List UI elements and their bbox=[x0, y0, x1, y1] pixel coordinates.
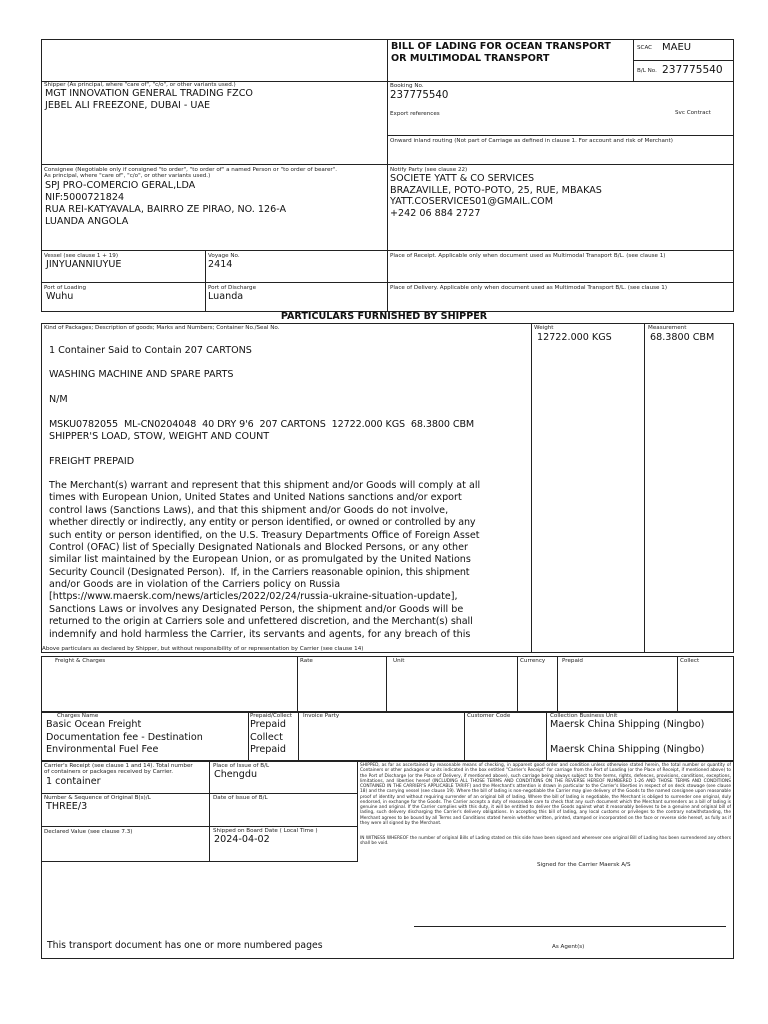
port-of-loading-value: Wuhu bbox=[46, 291, 74, 302]
export-references-label: Export references bbox=[390, 111, 440, 117]
warrant-line: control laws (Sanctions Laws), and that this shipment and/or Goods do not involve, bbox=[49, 505, 449, 516]
shipper-label: Shipper (As principal, where "care of", "c/o", or other variants used.) bbox=[44, 82, 236, 88]
unit-header: Unit bbox=[393, 658, 405, 664]
divider bbox=[633, 60, 734, 61]
divider bbox=[677, 656, 678, 712]
freight-charges-table bbox=[41, 656, 734, 712]
shipped-on-board-value: 2024-04-02 bbox=[214, 834, 270, 845]
warrant-line: indemnify and hold harmless the Carrier, its servants and agents, for any breach of this bbox=[49, 629, 471, 640]
terms-text: SHIPPED, as far as ascertained by reasonable means of checking, in apparent good order and condition unless otherwise stated herein, the total number or quantity of Containers or other packages or units indicated in the box entitled "Carrier's Receipt" for carriage from the Port of Loading (or the Place of Receipt, if mentioned above) to the Port of Discharge (or the Place of Delivery, if mentioned above), such carriage being always subject to the terms, rights, defences, provisions, conditions, exceptions, limitations, and liberties hereof (INCLUDING ALL THOSE TERMS AND CONDITIONS ON THE REVERSE HEREOF NUMBERED 1-26 AND THOSE TERMS AND CONDITIONS CONTAINED IN THE CARRIER'S APPLICABLE TARIFF) and the Merchant's attention is drawn in particular to the Carrier's liberties in respect of on deck stowage (see clause 18) and the carrying vessel (see clause 19). Where the bill of lading is non-negotiable the Carrier may give delivery of the Goods to the named consignee upon reasonable proof of identity and without requiring surrender of an original bill of lading. Where the bill of lading is negotiable, the Merchant is obliged to surrender one original, duly endorsed, in exchange for the Goods. The Carrier accepts a duty of reasonable care to check that any such document which the Merchant surrenders as a bill of lading is genuine and original. If the Carrier complies with this duty, it will be entitled to deliver the Goods against what it reasonably believes to be a genuine and original bill of lading, such delivery discharging the Carrier's delivery obligations. In accepting this bill of lading, any local customs or privileges to the contrary notwithstanding, the Merchant agrees to be bound by all Terms and Conditions stated herein whether written, printed, stamped or incorporated on the face or reverse side hereof, as fully as if they were all signed by the Merchant. bbox=[360, 763, 731, 826]
prepaid-header: Prepaid bbox=[562, 658, 583, 664]
place-of-delivery-label: Place of Delivery. Applicable only when document used as Multimodal Transport B/L. (see clause 1) bbox=[390, 285, 668, 291]
booking-label: Booking No. bbox=[390, 83, 424, 89]
booking-value: 237775540 bbox=[390, 90, 449, 101]
notify-line: SOCIETE YATT & CO SERVICES bbox=[390, 173, 535, 184]
document-title-line1: BILL OF LADING FOR OCEAN TRANSPORT bbox=[391, 41, 611, 52]
divider bbox=[41, 826, 357, 827]
scac-label: SCAC bbox=[637, 45, 653, 51]
charge-name: Environmental Fuel Fee bbox=[46, 744, 159, 755]
currency-header: Currency bbox=[520, 658, 546, 664]
divider bbox=[517, 656, 518, 712]
onward-routing-label: Onward inland routing (Not part of Carriage as defined in clause 1. For account and risk of Merchant) bbox=[390, 138, 673, 144]
charge-name: Documentation fee - Destination bbox=[46, 732, 203, 743]
notify-line: YATT.COSERVICES01@GMAIL.COM bbox=[390, 196, 554, 207]
divider bbox=[357, 761, 358, 862]
notify-line: BRAZAVILLE, POTO-POTO, 25, RUE, MBAKAS bbox=[390, 185, 602, 196]
description-line: MSKU0782055 ML-CN0204048 40 DRY 9'6 207 CARTONS 12722.000 KGS 68.3800 CBM bbox=[49, 419, 475, 430]
particulars-footer-label: Above particulars as declared by Shipper, but without responsibility of or representation by Carrier (see clause 14) bbox=[42, 646, 364, 652]
freight-charges-header: Freight & Charges bbox=[55, 658, 106, 664]
weight-value: 12722.000 KGS bbox=[537, 332, 612, 343]
divider bbox=[209, 761, 210, 862]
divider bbox=[205, 250, 206, 312]
date-of-issue-label: Date of Issue of B/L bbox=[213, 795, 268, 801]
originals-value: THREE/3 bbox=[46, 801, 88, 812]
particulars-heading: PARTICULARS FURNISHED BY SHIPPER bbox=[280, 311, 488, 322]
description-line: FREIGHT PREPAID bbox=[49, 456, 135, 467]
place-of-receipt-label: Place of Receipt. Applicable only when document used as Multimodal Transport B/L. (see clause 1) bbox=[390, 253, 666, 259]
divider bbox=[644, 323, 645, 653]
divider bbox=[387, 39, 388, 312]
consignee-line: NIF:5000721824 bbox=[45, 192, 125, 203]
description-line: WASHING MACHINE AND SPARE PARTS bbox=[49, 369, 234, 380]
divider bbox=[41, 164, 387, 165]
collection-unit-value: Maersk China Shipping (Ningbo) bbox=[550, 719, 705, 730]
divider bbox=[41, 250, 387, 251]
voyage-value: 2414 bbox=[208, 259, 233, 270]
warrant-line: Sanctions Laws or involves any Designated Person, the shipment and/or Goods will be bbox=[49, 604, 464, 615]
kind-of-packages-label: Kind of Packages; Description of goods; Marks and Numbers; Container No./Seal No. bbox=[44, 325, 280, 331]
divider bbox=[387, 164, 734, 165]
witness-text: IN WITNESS WHEREOF the number of original Bills of Lading stated on this side have been signed and wherever one original Bill of Lading has been surrendered any others shall be void. bbox=[360, 836, 731, 847]
divider bbox=[464, 712, 465, 761]
divider bbox=[557, 656, 558, 712]
measurement-value: 68.3800 CBM bbox=[650, 332, 715, 343]
shipper-line: MGT INNOVATION GENERAL TRADING FZCO bbox=[45, 88, 253, 99]
customer-code-label: Customer Code bbox=[467, 713, 511, 719]
divider bbox=[41, 793, 357, 794]
warrant-line: returned to the origin at Carriers sole and unfettered discretion, and the Merchant(s) shall bbox=[49, 616, 473, 627]
port-of-discharge-label: Port of Discharge bbox=[208, 285, 257, 291]
consignee-line: SPJ PRO-COMERCIO GERAL,LDA bbox=[45, 180, 196, 191]
consignee-label: Consignee (Negotiable only if consigned "to order", "to order of" a named Person or "to order of bearer". bbox=[44, 167, 338, 173]
shipper-line: JEBEL ALI FREEZONE, DUBAI - UAE bbox=[45, 100, 211, 111]
collect-header: Collect bbox=[680, 658, 700, 664]
collection-unit-value: Maersk China Shipping (Ningbo) bbox=[550, 744, 705, 755]
weight-label: Weight bbox=[534, 325, 554, 331]
divider bbox=[386, 656, 387, 712]
measurement-label: Measurement bbox=[648, 325, 687, 331]
carriers-receipt-label: Carrier's Receipt (see clause 1 and 14). Total number bbox=[44, 763, 193, 769]
description-line: 1 Container Said to Contain 207 CARTONS bbox=[49, 345, 252, 356]
charges-name-label: Charges Name bbox=[57, 713, 99, 719]
warrant-line: Control (OFAC) list of Specially Designated Nationals and Blocked Persons, or any other bbox=[49, 542, 468, 553]
divider bbox=[546, 712, 547, 761]
carriers-receipt-label: of containers or packages received by Carrier. bbox=[44, 769, 173, 775]
warrant-line: similar list maintained by the European Union, or as promulgated by the United Nations bbox=[49, 554, 471, 565]
warrant-line: The Merchant(s) warrant and represent that this shipment and/or Goods will comply at all bbox=[49, 480, 481, 491]
prepaid-collect-value: Collect bbox=[250, 732, 283, 743]
collection-unit-label: Collection Business Unit bbox=[550, 713, 618, 719]
numbered-pages-note: This transport document has one or more numbered pages bbox=[47, 940, 323, 951]
divider bbox=[531, 323, 532, 653]
place-of-issue-value: Chengdu bbox=[214, 769, 258, 780]
divider bbox=[41, 282, 387, 283]
carriers-receipt-value: 1 container bbox=[46, 776, 101, 787]
bl-no-value: 237775540 bbox=[662, 64, 723, 76]
document-title-line2: OR MULTIMODAL TRANSPORT bbox=[391, 53, 550, 64]
charge-name: Basic Ocean Freight bbox=[46, 719, 142, 730]
divider bbox=[41, 861, 357, 862]
consignee-line: LUANDA ANGOLA bbox=[45, 216, 129, 227]
signed-for-carrier: Signed for the Carrier Maersk A/S bbox=[537, 862, 631, 868]
rate-header: Rate bbox=[300, 658, 313, 664]
notify-line: +242 06 884 2727 bbox=[390, 208, 481, 219]
divider bbox=[298, 712, 299, 761]
port-of-discharge-value: Luanda bbox=[208, 291, 244, 302]
divider bbox=[248, 712, 249, 761]
place-of-issue-label: Place of Issue of B/L bbox=[213, 763, 270, 769]
divider bbox=[387, 250, 734, 251]
vessel-label: Vessel (see clause 1 + 19) bbox=[44, 253, 119, 259]
as-agents-label: As Agent(s) bbox=[552, 944, 585, 950]
invoice-party-label: Invoice Party bbox=[303, 713, 340, 719]
warrant-line: and/or Goods are in violation of the Carriers policy on Russia bbox=[49, 579, 341, 590]
prepaid-collect-value: Prepaid bbox=[250, 744, 286, 755]
voyage-label: Voyage No. bbox=[208, 253, 240, 259]
consignee-label: As principal, where "care of", "c/o", or other variants used.) bbox=[44, 173, 211, 179]
divider bbox=[297, 656, 298, 712]
prepaid-collect-value: Prepaid bbox=[250, 719, 286, 730]
warrant-line: whether directly or indirectly, any entity or person identified, or owned or controlled by any bbox=[49, 517, 476, 528]
notify-label: Notify Party (see clause 22) bbox=[390, 167, 468, 173]
description-line: SHIPPER'S LOAD, STOW, WEIGHT AND COUNT bbox=[49, 431, 270, 442]
port-of-loading-label: Port of Loading bbox=[44, 285, 87, 291]
vessel-value: JINYUANNIUYUE bbox=[46, 259, 122, 270]
declared-value-label: Declared Value (see clause 7.3) bbox=[44, 829, 133, 835]
signature-line bbox=[414, 926, 726, 927]
description-line: N/M bbox=[49, 394, 68, 405]
warrant-line: times with European Union, United States and United Nations sanctions and/or export bbox=[49, 492, 462, 503]
warrant-line: [https://www.maersk.com/news/articles/2022/02/24/russia-ukraine-situation-update], bbox=[49, 591, 458, 602]
warrant-line: Security Council (Designated Person). If, in the Carriers reasonable opinion, this shipment bbox=[49, 567, 470, 578]
divider bbox=[387, 135, 734, 136]
svc-contract-label: Svc Contract bbox=[675, 110, 711, 116]
prepaid-collect-label: Prepaid/Collect bbox=[250, 713, 293, 719]
bl-no-label: B/L No. bbox=[637, 68, 657, 74]
scac-value: MAEU bbox=[662, 42, 692, 53]
consignee-line: RUA REI-KATYAVALA, BAIRRO ZE PIRAO, NO. 126-A bbox=[45, 204, 287, 215]
shipped-on-board-label: Shipped on Board Date ( Local Time ) bbox=[213, 828, 318, 834]
warrant-line: such entity or person identified, on the U.S. Treasury Departments Office of Foreign Asset bbox=[49, 530, 480, 541]
originals-label: Number & Sequence of Original B(s)/L bbox=[44, 795, 151, 801]
divider bbox=[387, 81, 734, 82]
divider bbox=[387, 282, 734, 283]
